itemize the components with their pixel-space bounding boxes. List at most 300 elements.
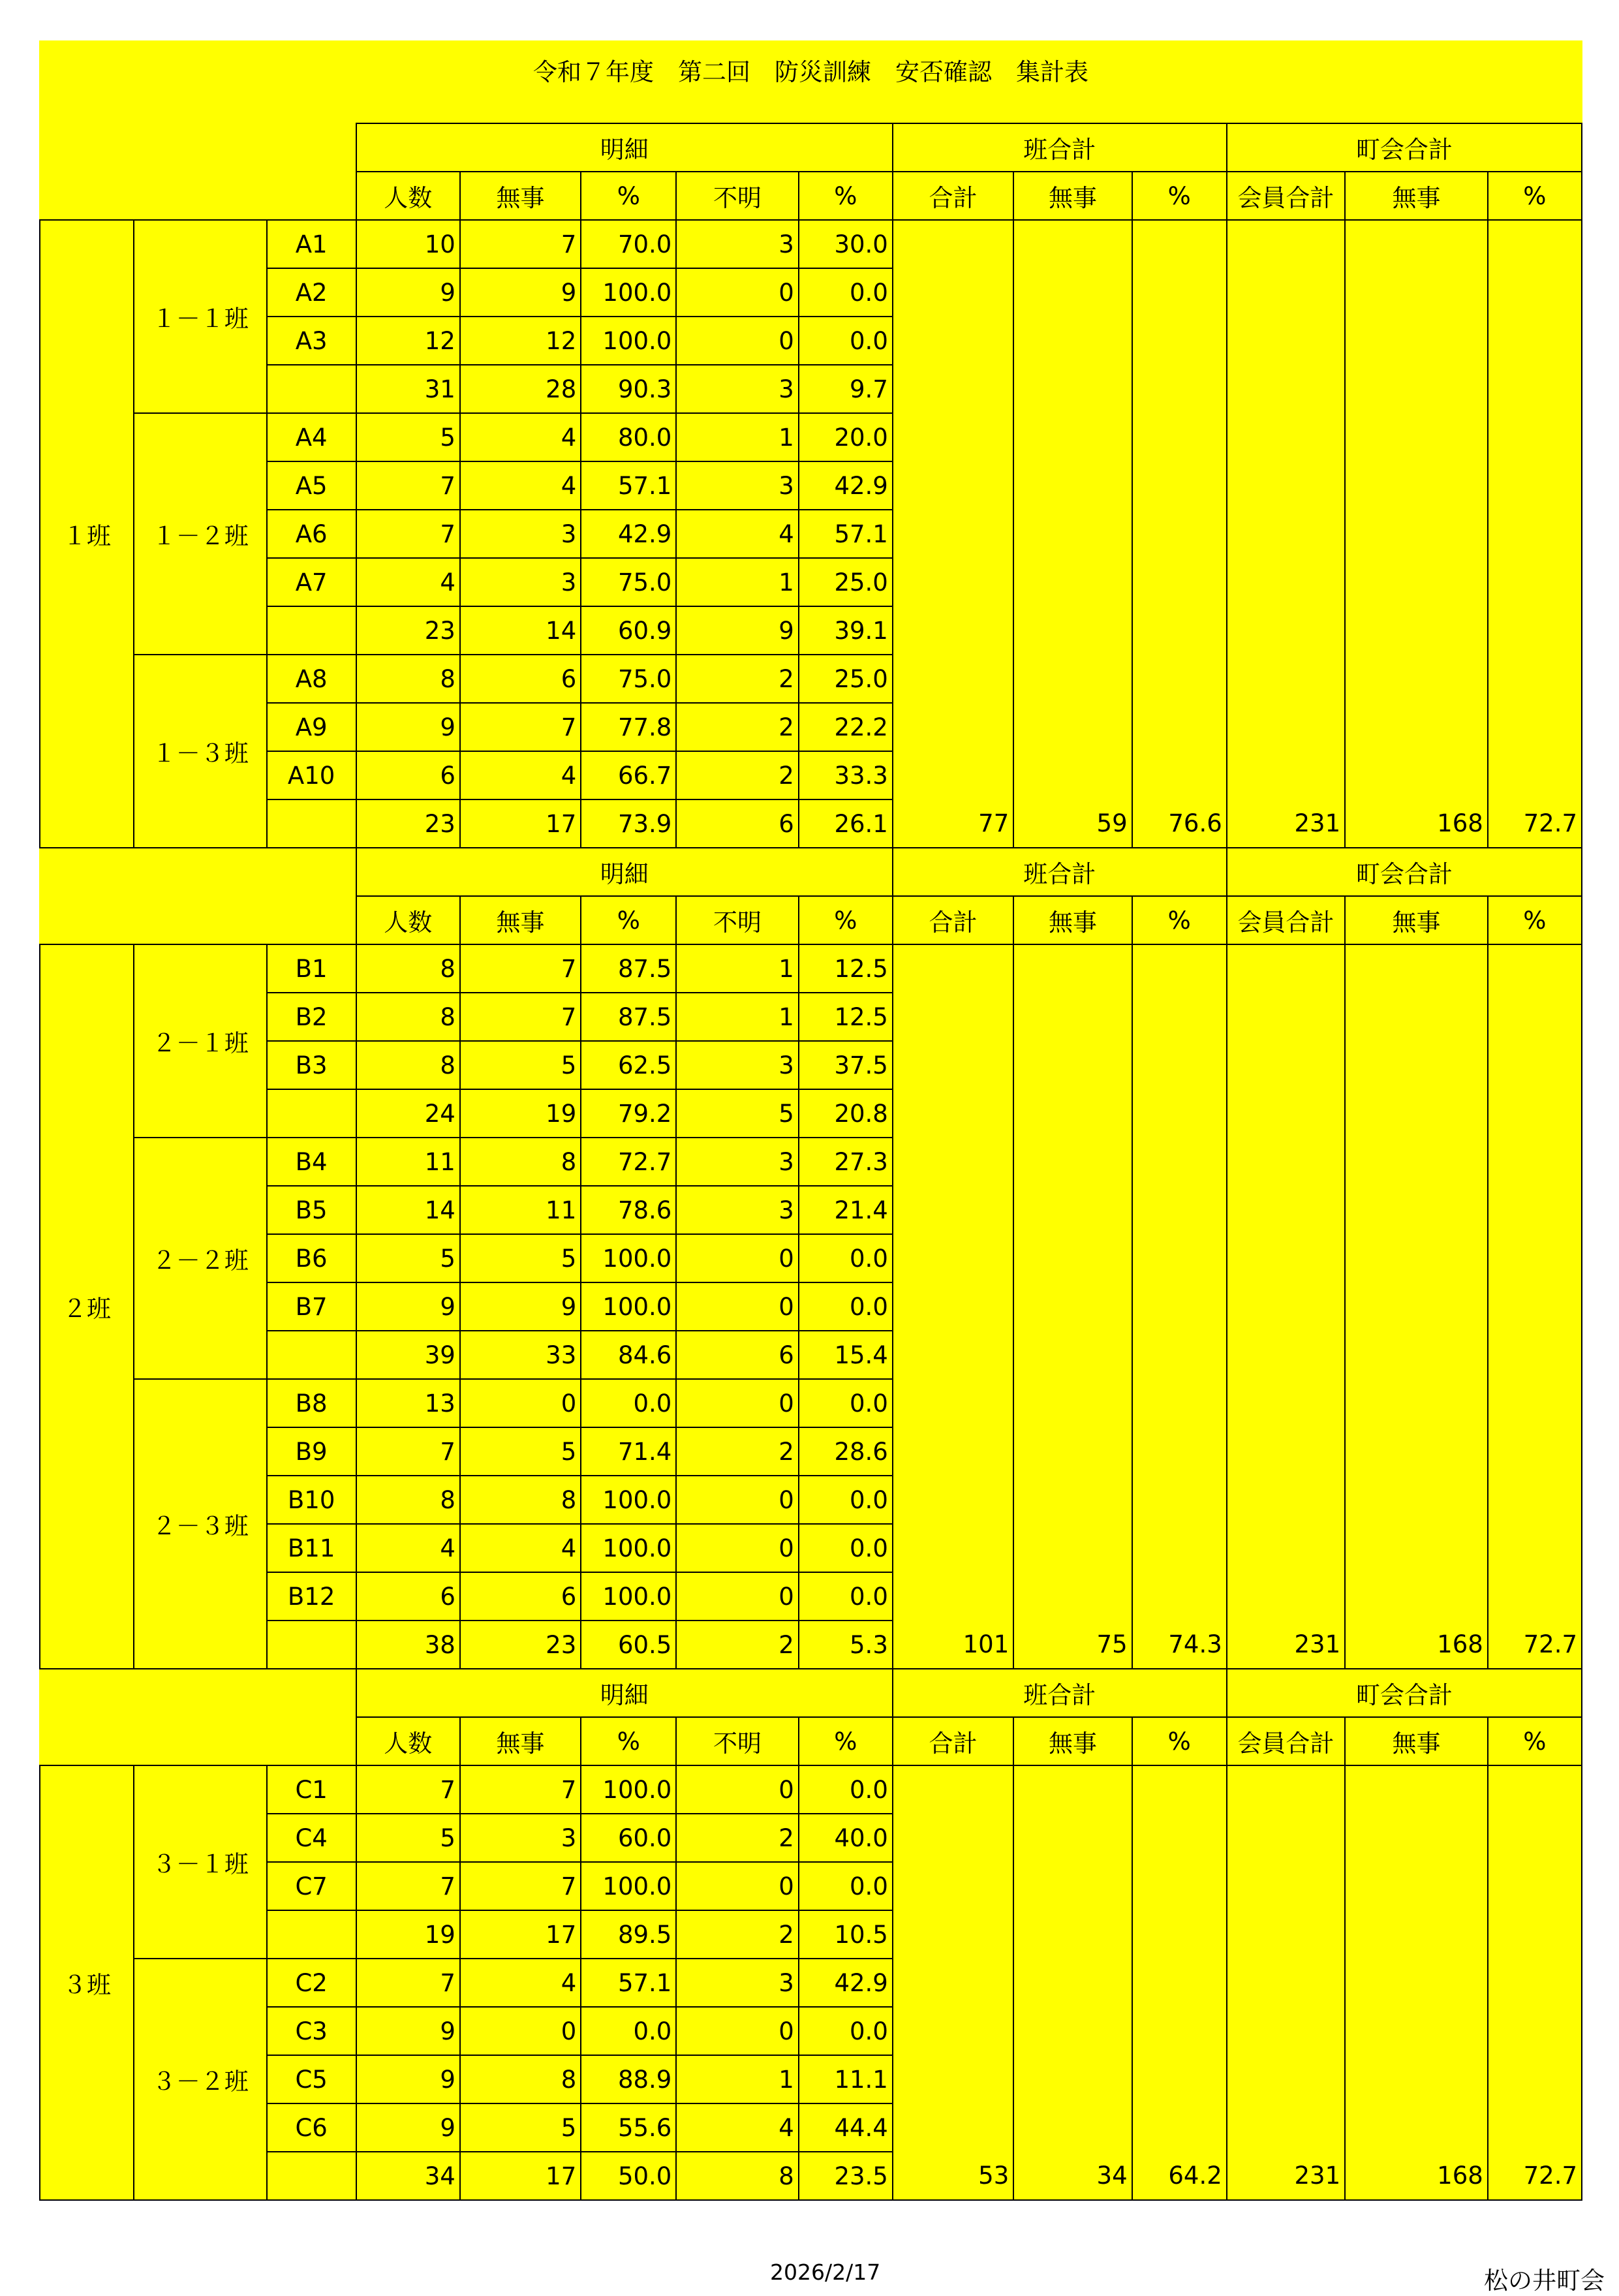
header-han-total: 班合計 bbox=[893, 123, 1227, 172]
chokai-total-value bbox=[1488, 1041, 1582, 1089]
household-id: A7 bbox=[267, 558, 356, 606]
detail-value: 9 bbox=[676, 606, 798, 655]
household-id bbox=[267, 365, 356, 413]
han-total-value bbox=[893, 606, 1013, 655]
chokai-total-value bbox=[1488, 2055, 1582, 2103]
chokai-total-value bbox=[1345, 1282, 1488, 1331]
household-id: C2 bbox=[267, 1959, 356, 2007]
table-row bbox=[40, 413, 1582, 461]
detail-value: 0.0 bbox=[799, 1234, 893, 1282]
table-row bbox=[40, 1041, 1582, 1089]
column-header: % bbox=[581, 896, 676, 944]
column-header: % bbox=[799, 1717, 893, 1765]
detail-value: 1 bbox=[676, 993, 798, 1041]
han-total-value bbox=[893, 1041, 1013, 1089]
sub-section-label: １－３班 bbox=[134, 655, 267, 848]
chokai-total-value bbox=[1488, 268, 1582, 317]
detail-value: 5 bbox=[356, 413, 460, 461]
subtotal-row bbox=[40, 799, 1582, 848]
table-row bbox=[40, 268, 1582, 317]
sub-section-label: １－２班 bbox=[134, 413, 267, 655]
chokai-total-value bbox=[1488, 1572, 1582, 1621]
detail-value: 89.5 bbox=[581, 1910, 676, 1959]
chokai-total-value bbox=[1227, 944, 1345, 993]
han-total-value: 74.3 bbox=[1132, 1621, 1227, 1669]
household-id: B4 bbox=[267, 1138, 356, 1186]
chokai-total-value bbox=[1345, 1814, 1488, 1862]
han-total-value bbox=[1013, 1282, 1132, 1331]
han-total-value bbox=[1013, 461, 1132, 510]
chokai-total-value bbox=[1227, 606, 1345, 655]
detail-value: 28 bbox=[460, 365, 581, 413]
detail-value: 1 bbox=[676, 944, 798, 993]
header-spacer bbox=[40, 172, 356, 220]
table-row bbox=[40, 1476, 1582, 1524]
chokai-total-value: 72.7 bbox=[1488, 2152, 1582, 2200]
detail-value: 11 bbox=[356, 1138, 460, 1186]
detail-value: 84.6 bbox=[581, 1331, 676, 1379]
column-header: 会員合計 bbox=[1227, 1717, 1345, 1765]
detail-value: 12.5 bbox=[799, 944, 893, 993]
han-total-value bbox=[1132, 1379, 1227, 1427]
detail-value: 0 bbox=[676, 1282, 798, 1331]
section-label: １班 bbox=[40, 220, 134, 848]
detail-value: 23 bbox=[356, 606, 460, 655]
detail-value: 100.0 bbox=[581, 1234, 676, 1282]
detail-value: 7 bbox=[356, 461, 460, 510]
detail-value: 0.0 bbox=[799, 317, 893, 365]
detail-value: 57.1 bbox=[799, 510, 893, 558]
detail-value: 21.4 bbox=[799, 1186, 893, 1234]
chokai-total-value bbox=[1488, 1765, 1582, 1814]
han-total-value bbox=[1013, 1427, 1132, 1476]
column-header: 不明 bbox=[676, 172, 798, 220]
han-total-value bbox=[893, 1814, 1013, 1862]
detail-value: 44.4 bbox=[799, 2103, 893, 2152]
column-header-row bbox=[40, 896, 1582, 944]
chokai-total-value bbox=[1345, 413, 1488, 461]
table-row bbox=[40, 1765, 1582, 1814]
detail-value: 33.3 bbox=[799, 751, 893, 799]
household-id: A3 bbox=[267, 317, 356, 365]
chokai-total-value bbox=[1345, 1476, 1488, 1524]
chokai-total-value bbox=[1488, 1138, 1582, 1186]
detail-value: 40.0 bbox=[799, 1814, 893, 1862]
summary-table bbox=[39, 123, 1582, 2201]
detail-value: 25.0 bbox=[799, 558, 893, 606]
household-id: A2 bbox=[267, 268, 356, 317]
household-id: B5 bbox=[267, 1186, 356, 1234]
han-total-value bbox=[1132, 268, 1227, 317]
chokai-total-value bbox=[1345, 220, 1488, 268]
chokai-total-value bbox=[1227, 220, 1345, 268]
detail-value: 39 bbox=[356, 1331, 460, 1379]
household-id: C6 bbox=[267, 2103, 356, 2152]
chokai-total-value bbox=[1227, 1138, 1345, 1186]
header-detail: 明細 bbox=[356, 1669, 893, 1717]
chokai-total-value bbox=[1488, 1524, 1582, 1572]
detail-value: 20.8 bbox=[799, 1089, 893, 1138]
title-block bbox=[39, 40, 1582, 123]
household-id bbox=[267, 2152, 356, 2200]
han-total-value bbox=[1013, 558, 1132, 606]
han-total-value bbox=[1013, 1572, 1132, 1621]
detail-value: 7 bbox=[356, 1765, 460, 1814]
chokai-total-value bbox=[1227, 1959, 1345, 2007]
chokai-total-value bbox=[1488, 1331, 1582, 1379]
column-header-row bbox=[40, 172, 1582, 220]
chokai-total-value bbox=[1345, 1041, 1488, 1089]
han-total-value bbox=[1132, 751, 1227, 799]
chokai-total-value bbox=[1345, 1959, 1488, 2007]
header-detail: 明細 bbox=[356, 123, 893, 172]
detail-value: 42.9 bbox=[799, 1959, 893, 2007]
detail-value: 0.0 bbox=[799, 1765, 893, 1814]
han-total-value: 53 bbox=[893, 2152, 1013, 2200]
detail-value: 100.0 bbox=[581, 317, 676, 365]
han-total-value bbox=[1132, 1814, 1227, 1862]
detail-value: 73.9 bbox=[581, 799, 676, 848]
column-header: % bbox=[1132, 172, 1227, 220]
detail-value: 9 bbox=[356, 268, 460, 317]
chokai-total-value bbox=[1227, 413, 1345, 461]
table-row bbox=[40, 220, 1582, 268]
han-total-value bbox=[1132, 510, 1227, 558]
chokai-total-value bbox=[1345, 1331, 1488, 1379]
han-total-value bbox=[1132, 2103, 1227, 2152]
detail-value: 7 bbox=[460, 1765, 581, 1814]
detail-value: 26.1 bbox=[799, 799, 893, 848]
sub-section-label: ２－２班 bbox=[134, 1138, 267, 1379]
detail-value: 12 bbox=[460, 317, 581, 365]
han-total-value: 34 bbox=[1013, 2152, 1132, 2200]
han-total-value bbox=[893, 1910, 1013, 1959]
han-total-value bbox=[1013, 2055, 1132, 2103]
detail-value: 20.0 bbox=[799, 413, 893, 461]
detail-value: 25.0 bbox=[799, 655, 893, 703]
chokai-total-value bbox=[1345, 993, 1488, 1041]
han-total-value bbox=[1013, 655, 1132, 703]
detail-value: 88.9 bbox=[581, 2055, 676, 2103]
chokai-total-value bbox=[1227, 655, 1345, 703]
column-header: % bbox=[1488, 172, 1582, 220]
han-total-value bbox=[1013, 1524, 1132, 1572]
detail-value: 30.0 bbox=[799, 220, 893, 268]
han-total-value bbox=[1132, 413, 1227, 461]
han-total-value bbox=[1013, 1814, 1132, 1862]
detail-value: 5 bbox=[460, 1041, 581, 1089]
detail-value: 100.0 bbox=[581, 1572, 676, 1621]
detail-value: 0 bbox=[460, 1379, 581, 1427]
detail-value: 9 bbox=[356, 1282, 460, 1331]
column-header: 無事 bbox=[1345, 896, 1488, 944]
household-id: B3 bbox=[267, 1041, 356, 1089]
han-total-value bbox=[1132, 944, 1227, 993]
chokai-total-value bbox=[1227, 1234, 1345, 1282]
han-total-value bbox=[1013, 1331, 1132, 1379]
detail-value: 9 bbox=[460, 1282, 581, 1331]
detail-value: 0 bbox=[676, 1476, 798, 1524]
detail-value: 17 bbox=[460, 799, 581, 848]
sub-section-label: ３－２班 bbox=[134, 1959, 267, 2200]
han-total-value bbox=[1013, 944, 1132, 993]
detail-value: 28.6 bbox=[799, 1427, 893, 1476]
chokai-total-value bbox=[1345, 606, 1488, 655]
chokai-total-value bbox=[1345, 2007, 1488, 2055]
han-total-value bbox=[893, 1234, 1013, 1282]
column-header: % bbox=[1132, 1717, 1227, 1765]
han-total-value bbox=[1013, 1186, 1132, 1234]
chokai-total-value bbox=[1227, 268, 1345, 317]
table-row bbox=[40, 1862, 1582, 1910]
chokai-total-value bbox=[1345, 1427, 1488, 1476]
detail-value: 6 bbox=[460, 655, 581, 703]
han-total-value bbox=[1013, 220, 1132, 268]
column-header: 合計 bbox=[893, 896, 1013, 944]
column-header: 合計 bbox=[893, 172, 1013, 220]
chokai-total-value bbox=[1227, 1524, 1345, 1572]
detail-value: 8 bbox=[356, 655, 460, 703]
detail-value: 3 bbox=[676, 1186, 798, 1234]
chokai-total-value bbox=[1488, 1282, 1582, 1331]
chokai-total-value bbox=[1345, 703, 1488, 751]
detail-value: 23 bbox=[460, 1621, 581, 1669]
detail-value: 6 bbox=[676, 799, 798, 848]
chokai-total-value: 72.7 bbox=[1488, 1621, 1582, 1669]
detail-value: 19 bbox=[356, 1910, 460, 1959]
detail-value: 100.0 bbox=[581, 1524, 676, 1572]
han-total-value bbox=[1132, 1959, 1227, 2007]
chokai-total-value bbox=[1345, 1186, 1488, 1234]
chokai-total-value bbox=[1488, 317, 1582, 365]
detail-value: 8 bbox=[356, 944, 460, 993]
header-spacer bbox=[40, 123, 356, 172]
header-detail: 明細 bbox=[356, 848, 893, 896]
chokai-total-value bbox=[1488, 413, 1582, 461]
chokai-total-value bbox=[1488, 944, 1582, 993]
detail-value: 6 bbox=[356, 751, 460, 799]
table-row bbox=[40, 558, 1582, 606]
han-total-value bbox=[893, 944, 1013, 993]
detail-value: 42.9 bbox=[799, 461, 893, 510]
table-row bbox=[40, 1959, 1582, 2007]
chokai-total-value bbox=[1488, 510, 1582, 558]
table-row bbox=[40, 2007, 1582, 2055]
han-total-value bbox=[893, 993, 1013, 1041]
han-total-value bbox=[1132, 1331, 1227, 1379]
han-total-value bbox=[1013, 1234, 1132, 1282]
han-total-value bbox=[1013, 1041, 1132, 1089]
chokai-total-value bbox=[1488, 655, 1582, 703]
han-total-value bbox=[1013, 1089, 1132, 1138]
table-row bbox=[40, 993, 1582, 1041]
detail-value: 7 bbox=[356, 1959, 460, 2007]
header-spacer bbox=[40, 896, 356, 944]
chokai-total-value bbox=[1227, 1910, 1345, 1959]
column-header: 不明 bbox=[676, 896, 798, 944]
han-total-value bbox=[1132, 1234, 1227, 1282]
column-header: % bbox=[1488, 1717, 1582, 1765]
chokai-total-value bbox=[1345, 1910, 1488, 1959]
chokai-total-value bbox=[1488, 1427, 1582, 1476]
chokai-total-value bbox=[1345, 1138, 1488, 1186]
detail-value: 87.5 bbox=[581, 993, 676, 1041]
han-total-value bbox=[1132, 703, 1227, 751]
chokai-total-value bbox=[1227, 1862, 1345, 1910]
chokai-total-value bbox=[1227, 703, 1345, 751]
household-id bbox=[267, 799, 356, 848]
detail-value: 39.1 bbox=[799, 606, 893, 655]
chokai-total-value bbox=[1227, 1379, 1345, 1427]
subtotal-row bbox=[40, 1621, 1582, 1669]
han-total-value bbox=[1013, 751, 1132, 799]
han-total-value bbox=[1013, 317, 1132, 365]
chokai-total-value bbox=[1488, 365, 1582, 413]
detail-value: 6 bbox=[460, 1572, 581, 1621]
column-header: % bbox=[581, 1717, 676, 1765]
household-id: C1 bbox=[267, 1765, 356, 1814]
detail-value: 78.6 bbox=[581, 1186, 676, 1234]
detail-value: 8 bbox=[356, 993, 460, 1041]
han-total-value bbox=[893, 1138, 1013, 1186]
han-total-value bbox=[893, 2103, 1013, 2152]
household-id: B12 bbox=[267, 1572, 356, 1621]
han-total-value bbox=[1013, 1910, 1132, 1959]
han-total-value bbox=[1013, 510, 1132, 558]
chokai-total-value bbox=[1488, 1959, 1582, 2007]
household-id: C4 bbox=[267, 1814, 356, 1862]
chokai-total-value bbox=[1345, 1862, 1488, 1910]
column-header: 無事 bbox=[460, 1717, 581, 1765]
han-total-value bbox=[1132, 993, 1227, 1041]
han-total-value bbox=[1132, 2055, 1227, 2103]
detail-value: 50.0 bbox=[581, 2152, 676, 2200]
han-total-value bbox=[1013, 413, 1132, 461]
han-total-value bbox=[893, 413, 1013, 461]
chokai-total-value: 168 bbox=[1345, 799, 1488, 848]
subtotal-row bbox=[40, 606, 1582, 655]
chokai-total-value bbox=[1345, 558, 1488, 606]
detail-value: 55.6 bbox=[581, 2103, 676, 2152]
header-han-total: 班合計 bbox=[893, 1669, 1227, 1717]
chokai-total-value bbox=[1345, 2103, 1488, 2152]
chokai-total-value bbox=[1227, 365, 1345, 413]
household-id: C7 bbox=[267, 1862, 356, 1910]
detail-value: 4 bbox=[460, 1959, 581, 2007]
detail-value: 79.2 bbox=[581, 1089, 676, 1138]
table-row bbox=[40, 1234, 1582, 1282]
subtotal-row bbox=[40, 2152, 1582, 2200]
chokai-total-value bbox=[1227, 1331, 1345, 1379]
detail-value: 5 bbox=[356, 1234, 460, 1282]
detail-value: 0 bbox=[676, 1524, 798, 1572]
column-header: % bbox=[581, 172, 676, 220]
column-header: 人数 bbox=[356, 172, 460, 220]
han-total-value bbox=[1132, 1427, 1227, 1476]
han-total-value bbox=[893, 1427, 1013, 1476]
han-total-value bbox=[893, 2007, 1013, 2055]
table-row bbox=[40, 1572, 1582, 1621]
print-date: 2026/2/17 bbox=[770, 2259, 881, 2285]
han-total-value bbox=[893, 1862, 1013, 1910]
column-header: 会員合計 bbox=[1227, 172, 1345, 220]
chokai-total-value bbox=[1488, 606, 1582, 655]
han-total-value bbox=[1132, 558, 1227, 606]
detail-value: 34 bbox=[356, 2152, 460, 2200]
chokai-total-value bbox=[1345, 2055, 1488, 2103]
header-spacer bbox=[40, 848, 356, 896]
chokai-total-value bbox=[1345, 317, 1488, 365]
han-total-value bbox=[1013, 1379, 1132, 1427]
detail-value: 75.0 bbox=[581, 655, 676, 703]
detail-value: 4 bbox=[460, 461, 581, 510]
han-total-value: 76.6 bbox=[1132, 799, 1227, 848]
header-spacer bbox=[40, 1717, 356, 1765]
han-total-value bbox=[893, 220, 1013, 268]
chokai-total-value bbox=[1227, 1041, 1345, 1089]
section-label: ３班 bbox=[40, 1765, 134, 2200]
header-spacer bbox=[40, 1669, 356, 1717]
detail-value: 9.7 bbox=[799, 365, 893, 413]
detail-value: 5 bbox=[676, 1089, 798, 1138]
chokai-total-value bbox=[1345, 365, 1488, 413]
detail-value: 70.0 bbox=[581, 220, 676, 268]
table-row bbox=[40, 1524, 1582, 1572]
chokai-total-value bbox=[1227, 510, 1345, 558]
han-total-value bbox=[1013, 268, 1132, 317]
household-id: A6 bbox=[267, 510, 356, 558]
han-total-value bbox=[893, 1331, 1013, 1379]
chokai-total-value bbox=[1227, 2007, 1345, 2055]
detail-value: 7 bbox=[356, 1427, 460, 1476]
han-total-value bbox=[893, 1476, 1013, 1524]
detail-value: 77.8 bbox=[581, 703, 676, 751]
chokai-total-value bbox=[1488, 993, 1582, 1041]
subtotal-row bbox=[40, 1910, 1582, 1959]
han-total-value bbox=[1132, 1282, 1227, 1331]
han-total-value bbox=[893, 1524, 1013, 1572]
table-row bbox=[40, 944, 1582, 993]
chokai-total-value bbox=[1345, 1234, 1488, 1282]
household-id: A10 bbox=[267, 751, 356, 799]
han-total-value bbox=[1013, 1765, 1132, 1814]
chokai-total-value bbox=[1488, 1862, 1582, 1910]
detail-value: 14 bbox=[356, 1186, 460, 1234]
subtotal-row bbox=[40, 365, 1582, 413]
chokai-total-value bbox=[1345, 1765, 1488, 1814]
table-row bbox=[40, 751, 1582, 799]
header-chokai-total: 町会合計 bbox=[1227, 1669, 1582, 1717]
han-total-value: 101 bbox=[893, 1621, 1013, 1669]
chokai-total-value bbox=[1345, 655, 1488, 703]
detail-value: 4 bbox=[676, 2103, 798, 2152]
chokai-total-value: 72.7 bbox=[1488, 799, 1582, 848]
chokai-total-value bbox=[1488, 1234, 1582, 1282]
detail-value: 3 bbox=[676, 1959, 798, 2007]
detail-value: 0 bbox=[676, 317, 798, 365]
detail-value: 3 bbox=[460, 510, 581, 558]
detail-value: 7 bbox=[356, 1862, 460, 1910]
detail-value: 4 bbox=[460, 1524, 581, 1572]
table-row bbox=[40, 510, 1582, 558]
table-row bbox=[40, 1427, 1582, 1476]
detail-value: 9 bbox=[356, 2007, 460, 2055]
detail-value: 7 bbox=[356, 510, 460, 558]
han-total-value: 64.2 bbox=[1132, 2152, 1227, 2200]
han-total-value bbox=[893, 461, 1013, 510]
han-total-value bbox=[1013, 606, 1132, 655]
chokai-total-value bbox=[1227, 317, 1345, 365]
